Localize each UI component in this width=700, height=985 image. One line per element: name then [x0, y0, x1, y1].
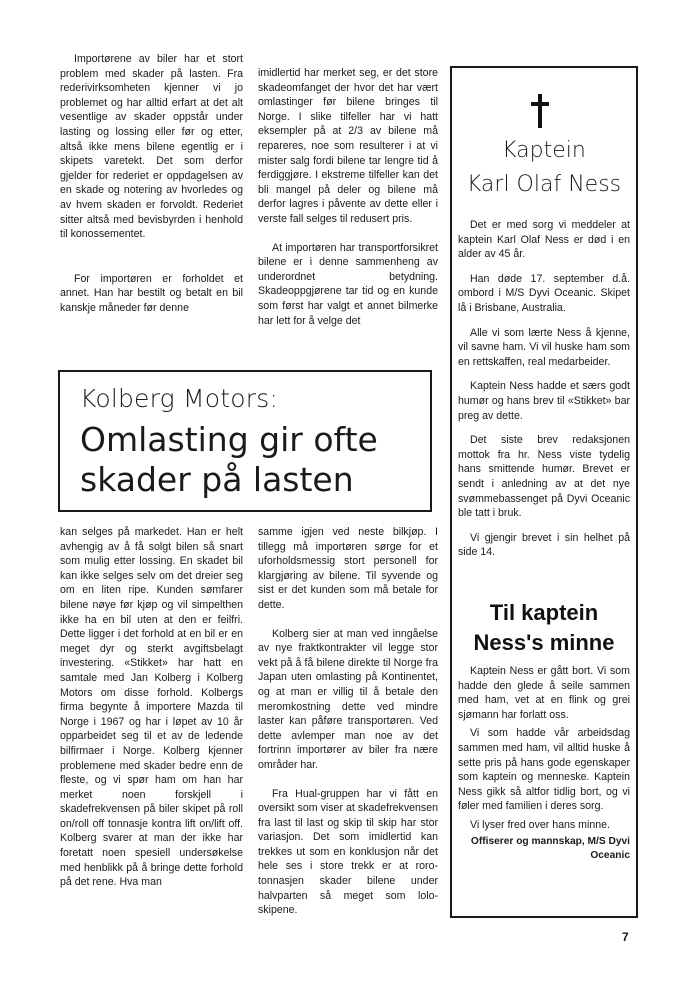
obituary-rank: Kaptein: [502, 138, 586, 163]
tribute-title: Til kaptein Ness's minne: [473, 600, 615, 655]
obituary-paragraph: Vi gjengir brevet i sin helhet på side 14.: [458, 531, 630, 559]
article-paragraph: kan selges på markedet. Han er helt avhengig av å få solgt bilen så snart som mulig etter lossing. En skadet bil kan ikke selges selv om det dreier seg om en liten ripe. Kunden sømfarer bilene nøye før kjøp og vil simpelthen ikke ha en bil uten at den er feilfri. Dette ligger i det forhold at en bil er en meget dyr og sterkt avgiftsbelagt investering. «Stikket» har hatt en samtale med Jan Kolberg i Kolberg Motors om disse forhold. Kolbergs firma begynte å importere Mazda til Norge i 1967 og har i løpet av 10 år opparbeidet seg til et av de ledende bilfirmaer i Norge. Kolberg kjenner problemene med skader bedre enn de fleste, og vi spør ham om han har merket noen forskjell i skadefrekvensen på biler skipet på roll on/roll off tonnasje kontra lift on/lift off. Kolberg svarer at man der ikke har foretatt noen spesiell undersøkelse med henblikk på å bringe dette forhold på det rene. Hva man: [60, 526, 243, 889]
article-column-1-bottom: [60, 525, 243, 890]
article-paragraph: imidlertid har merket seg, er det store skadeomfanget der hvor det har vært omlastinger før bilene bringes til Norge. I slike tilfeller har vi hatt eksempler på at 2/3 av bilene må repareres, noe som resulterer i at vi mister salg fordi bilene tar lengre tid å ferdiggjøre. I ekstreme tilfeller kan det bli mangel på deler og bilene må derfor lagres i påvente av dette eller i verste fall selges til redusert pris.: [258, 67, 438, 225]
obituary-paragraph: Det siste brev redaksjonen mottok fra hr. Ness viste tydelig hans smittende humør. Brevet er sendt i anledning av at det nye svømmebassenget på Dyvi Oceanic ble tatt i bruk.: [458, 434, 630, 520]
article-column-2-top: [258, 66, 438, 328]
headline-kicker: Kolberg Motors:: [80, 384, 279, 413]
obituary-box: [450, 66, 638, 918]
obituary-paragraph: Det er med sorg vi meddeler at kaptein Karl Olaf Ness er død i en alder av 45 år.: [458, 219, 630, 261]
obituary-paragraph: Kaptein Ness hadde et særs godt humør og hans brev til «Stikket» bar preg av dette.: [458, 380, 630, 422]
tribute-text: [458, 664, 630, 863]
article-paragraph: For importøren er forholdet et annet. Han har bestilt og betalt en bil kanskje måneder før denne: [60, 272, 243, 314]
article-paragraph: Importørene av biler har et stort problem med skader på lasten. Fra rederivirksomheten kjenner vi jo problemet og har alltid erfart at det alt vesentlige av skader oppstår under lasting og lossing eller før og etter, altså ikke mens bilene egentlig er i skipets varetekt. Det som derfor gjelder for rederiet er oppdagelsen av en skade og notering av hvorledes og av hvem skaden er forvoldt. Rederiet sitter altså med bevisbyrden i henhold til konossementet.: [60, 53, 243, 241]
article-paragraph: Kolberg sier at man ved inngåelse av nye fraktkontrakter vil legge stor vekt på å få bilene direkte til Norge fra Japan uten omlasting på Kontinentet, og at man er villig til å betale den meromkostning dette ved mindre laster kan påføre transportøren. Ved dette avlemper man noe av det fortrinn importører av biler fra nære områder har.: [258, 627, 438, 771]
tribute-paragraph: Kaptein Ness er gått bort. Vi som hadde den glede å seile sammen med ham, vet at en flink og grei sjømann har forlatt oss.: [458, 665, 630, 721]
latin-cross-icon: [530, 94, 550, 128]
tribute-paragraph: Vi som hadde vår arbeidsdag sammen med ham, vil alltid huske å sette pris på hans gode egenskaper som kaptein og menneske. Kaptein Ness gikk så altfor tidlig bort, og vi føler med familien i deres sorg.: [458, 727, 630, 813]
obituary-name: Karl Olaf Ness: [466, 172, 622, 197]
obituary-text: [458, 218, 630, 570]
article-column-2-bottom: [258, 525, 438, 918]
article-headline-box: [58, 370, 432, 512]
obituary-paragraph: Han døde 17. september d.å. ombord i M/S Dyvi Oceanic. Skipet lå i Brisbane, Australia.: [458, 272, 630, 314]
page-number: 7: [622, 930, 629, 944]
tribute-signature: Offiserer og mannskap, M/S Dyvi Oceanic: [470, 835, 630, 861]
tribute-paragraph: Vi lyser fred over hans minne.: [470, 818, 610, 831]
headline-title: Omlasting gir ofte skader på lasten: [80, 420, 378, 499]
obituary-paragraph: Alle vi som lærte Ness å kjenne, vil savne ham. Vi vil huske ham som en rettskaffen, real medarbeider.: [458, 326, 630, 368]
article-column-1-top: [60, 52, 243, 316]
article-paragraph: samme igjen ved neste bilkjøp. I tillegg må importøren sørge for et uforholdsmessig stort personell for klargjøring av bilene. Til syvende og sist er det kunden som må betale for dette.: [258, 526, 438, 611]
article-paragraph: At importøren har transportforsikret bilene er i denne sammenheng av underordnet betydning. Skadeoppgjørene tar tid og en kunde som først har valgt et annet bilmerke har lett for å velge det: [258, 241, 438, 327]
article-paragraph: Fra Hual-gruppen har vi fått en oversikt som viser at skadefrekvensen fra last til last og skip til skip har stor variasjon. Det som imidlertid kan trekkes ut som en konklusjon når det hele ses i store trekk er at roro-tonnasjen skader bilene under halvparten så meget som lolo-skipene.: [258, 787, 438, 917]
